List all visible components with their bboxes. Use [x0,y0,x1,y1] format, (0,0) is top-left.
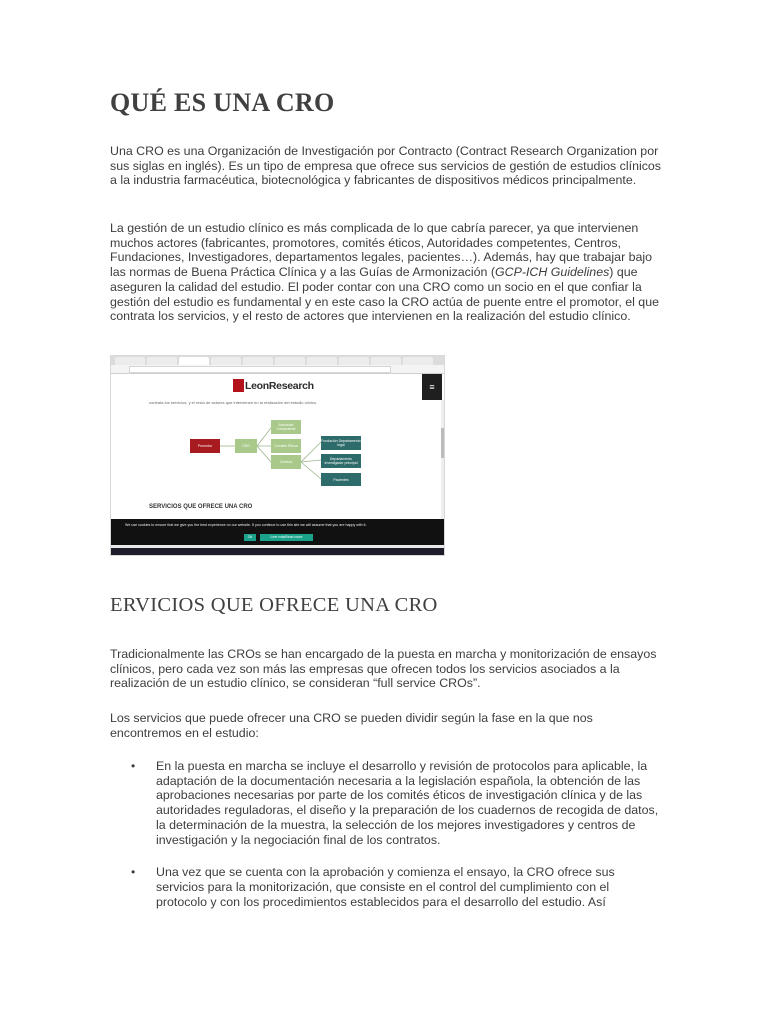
bullet-marker: • [131,759,136,773]
diagram-node-pacientes: Pacientes [321,473,361,486]
site-section-title: SERVICIOS QUE OFRECE UNA CRO [149,504,253,510]
page-scrollbar [441,400,444,519]
site-logo: LeonResearch [245,380,314,392]
diagram-node-cro: CRO [235,439,257,453]
services-heading: ERVICIOS QUE OFRECE UNA CRO [110,594,438,616]
diagram-node-centros: Centros [271,455,301,469]
paragraph-management [110,221,662,324]
page-title: QUÉ ES UNA CRO [110,88,335,117]
cookie-message: We use cookies to ensure that we give you the best experience on our website. If you continue to use this site we will assume that you are happy with it. [125,523,367,527]
paragraph-intro: Una CRO es una Organización de Investigación por Contracto (Contract Research Organization por sus siglas en inglés). Es un tipo de empresa que ofrece sus servicios de gestión de estudios clínicos a la industria farmacéutica, biotecnológica y fabricantes de dispositivos médicos principalmente. [110,144,661,188]
hamburger-menu-icon: ≡ [422,374,442,400]
site-intro-line: contrata los servicios, y el resto de actores que intervienen en la realización del estudio clínico. [149,400,318,405]
bullet-text: Una vez que se cuenta con la aprobación y comienza el ensayo, la CRO ofrece sus servicios para la monitorización, que consiste en el control del cumplimiento con el protocolo y con los procedimientos establecidos para el desarrollo del estudio. Así [156,865,615,909]
diagram-node-autoridad: Autoridad Competente [271,420,301,434]
bullet-marker: • [131,865,136,880]
list-item [110,759,670,847]
diagram-node-promotor: Promotor [190,439,220,453]
paragraph-phases: Los servicios que puede ofrecer una CRO se pueden dividir según la fase en la que nos encontremos en el estudio: [110,711,593,740]
gcp-guidelines-italic: GCP-ICH Guidelines [494,265,610,280]
embedded-website-screenshot [110,355,445,556]
cookie-ok-button [244,534,256,541]
cookie-banner [111,519,445,545]
cookie-read-more-label: Leer másRead more [270,535,303,539]
cookie-read-more-button [260,534,313,541]
diagram-node-fundacion: Fundación Departamento legal [321,436,361,450]
diagram-node-comites: Comités Éticos [271,439,301,453]
paragraph-management-part-1: La gestión de un estudio clínico es más complicada de lo que cabría parecer, ya que intervienen muchos actores (fabricantes, promotores, comités éticos, Autoridades competentes, Centros, Fundaciones, Investigadores, departamentos legales, pacientes…). Además, hay que trabajar bajo las normas de Buena Práctica Clínica y a las Guías de Armonización ( [110,221,653,280]
list-item [110,865,670,909]
bullet-text: En la puesta en marcha se incluye el desarrollo y revisión de protocolos para aplicable, la adaptación de la documentación necesaria a la legislación española, la obtención de las aprobaciones necesarias por parte de los comités éticos de investigación clínica y de las autoridades reguladoras, el diseño y la preparación de los cuadernos de recogida de datos, la determinación de la muestra, la selección de los mejores investigadores y centros de investigación y la negociación final de los contratos. [156,759,659,847]
paragraph-traditional: Tradicionalmente las CROs se han encargado de la puesta en marcha y monitorización de ensayos clínicos, pero cada vez son más las empresas que ofrecen todos los servicios asociados a la realización de un estudio clínico, se consideran “full service CROs”. [110,647,657,691]
paragraph-management-part-2: ) que aseguren la calidad del estudio. El poder contar con una CRO como un socio en el que confiar la gestión del estudio es fundamental y en este caso la CRO actúa de puente entre el promotor, el que contrata los servicios, y el resto de actores que intervienen en la realización del estudio clínico. [110,265,659,324]
cookie-ok-label: Ok [247,535,253,539]
services-bullet-list [110,759,670,927]
diagram-node-investigador: Departamento Investigador principal [321,454,361,468]
scrollbar-thumb [441,428,444,458]
os-taskbar [111,548,444,556]
